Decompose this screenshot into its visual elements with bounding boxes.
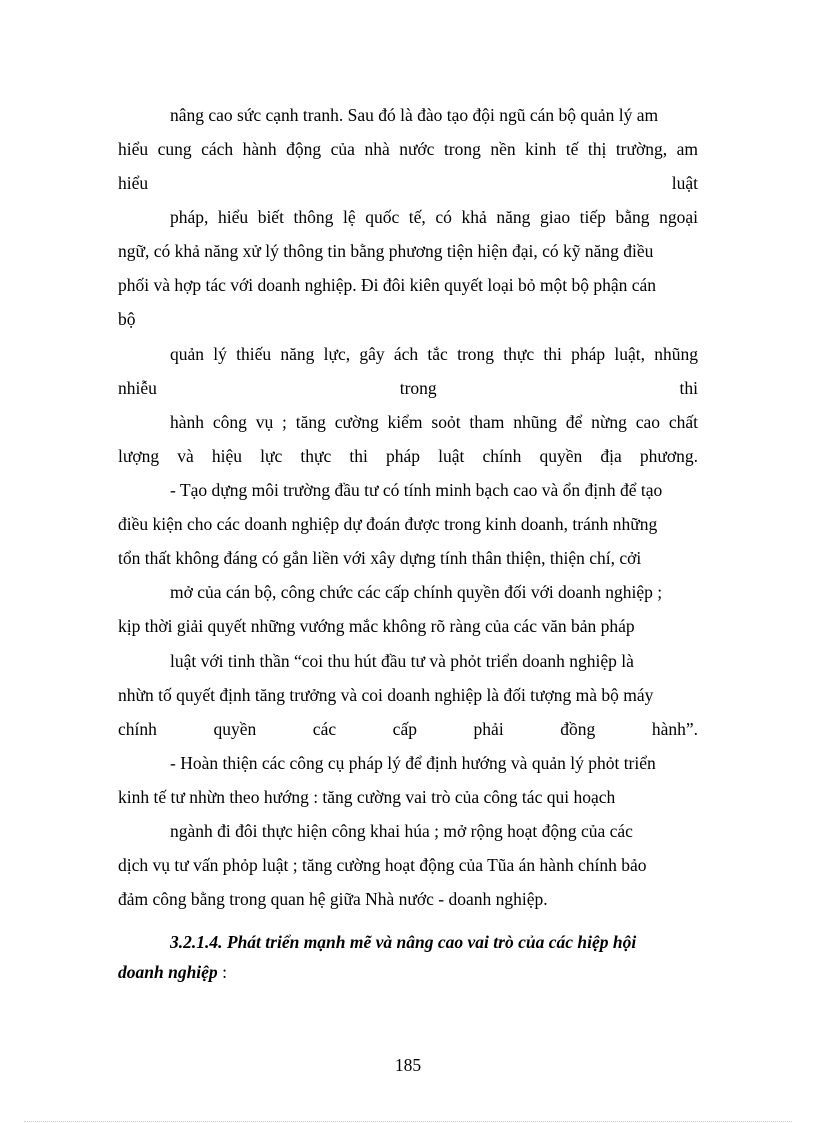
body-line: - Tạo dựng môi trường đầu tư có tính minh bạch cao và ổn định để tạo xyxy=(170,480,663,500)
body-line: dịch vụ tư vấn phỏp luật ; tăng cường hoạt động của Tũa án hành chính bảo xyxy=(118,855,647,875)
body-line: nhừn tố quyết định tăng trưởng và coi doanh nghiệp là đối tượng mà bộ máy xyxy=(118,685,654,705)
body-line: quản lý thiếu năng lực, gây ách tắc trong thực thi pháp luật, nhũng xyxy=(170,344,698,364)
body-line: tổn thất không đáng có gắn liền với xây dựng tính thân thiện, thiện chí, cởi xyxy=(118,548,642,568)
body-line: nâng cao sức cạnh tranh. Sau đó là đào tạo đội ngũ cán bộ quản lý am xyxy=(170,105,659,125)
body-line: kinh tế tư nhừn theo hướng : tăng cường vai trò của công tác qui hoạch xyxy=(118,787,616,807)
body-line: kịp thời giải quyết những vướng mắc không rõ ràng của các văn bản pháp xyxy=(118,616,635,636)
section-heading-continued xyxy=(118,961,698,983)
body-line: mở của cán bộ, công chức các cấp chính quyền đối với doanh nghiệp ; xyxy=(170,582,663,602)
page-bottom-divider xyxy=(24,1121,792,1122)
body-line: bộ xyxy=(118,309,136,329)
body-line: hành công vụ ; tăng cường kiểm soỏt tham nhũng để nừng cao chất xyxy=(170,412,698,432)
section-heading-tail: : xyxy=(217,962,227,982)
body-line: nhiễu trong thi xyxy=(118,378,698,398)
body-line: phối và hợp tác với doanh nghiệp. Đi đôi kiên quyết loại bỏ một bộ phận cán xyxy=(118,275,657,295)
body-line: lượng và hiệu lực thực thi pháp luật chính quyền địa phương. xyxy=(118,446,698,466)
page-number: 185 xyxy=(394,1055,422,1075)
body-line: hiểu cung cách hành động của nhà nước trong nền kinh tế thị trường, am xyxy=(118,139,698,159)
body-line: ngữ, có khả năng xử lý thông tin bằng phương tiện hiện đại, có kỹ năng điều xyxy=(118,241,654,261)
body-line: điều kiện cho các doanh nghiệp dự đoán được trong kinh doanh, tránh những xyxy=(118,514,658,534)
body-line: pháp, hiểu biết thông lệ quốc tế, có khả năng giao tiếp bằng ngoại xyxy=(170,207,698,227)
body-line: hiểu luật xyxy=(118,173,698,193)
body-line: ngành đi đôi thực hiện công khai húa ; mở rộng hoạt động của các xyxy=(170,821,633,841)
section-heading-bold-text: doanh nghiệp xyxy=(118,962,218,982)
body-line: - Hoàn thiện các công cụ pháp lý để định hướng và quản lý phỏt triển xyxy=(170,753,656,773)
body-line: luật với tinh thần “coi thu hút đầu tư và phỏt triển doanh nghiệp là xyxy=(170,651,634,671)
body-line: đảm công bằng trong quan hệ giữa Nhà nước - doanh nghiệp. xyxy=(118,889,548,909)
section-heading: 3.2.1.4. Phát triển mạnh mẽ và nâng cao vai trò của các hiệp hội xyxy=(170,932,637,952)
body-line: chính quyền các cấp phải đồng hành”. xyxy=(118,719,698,739)
